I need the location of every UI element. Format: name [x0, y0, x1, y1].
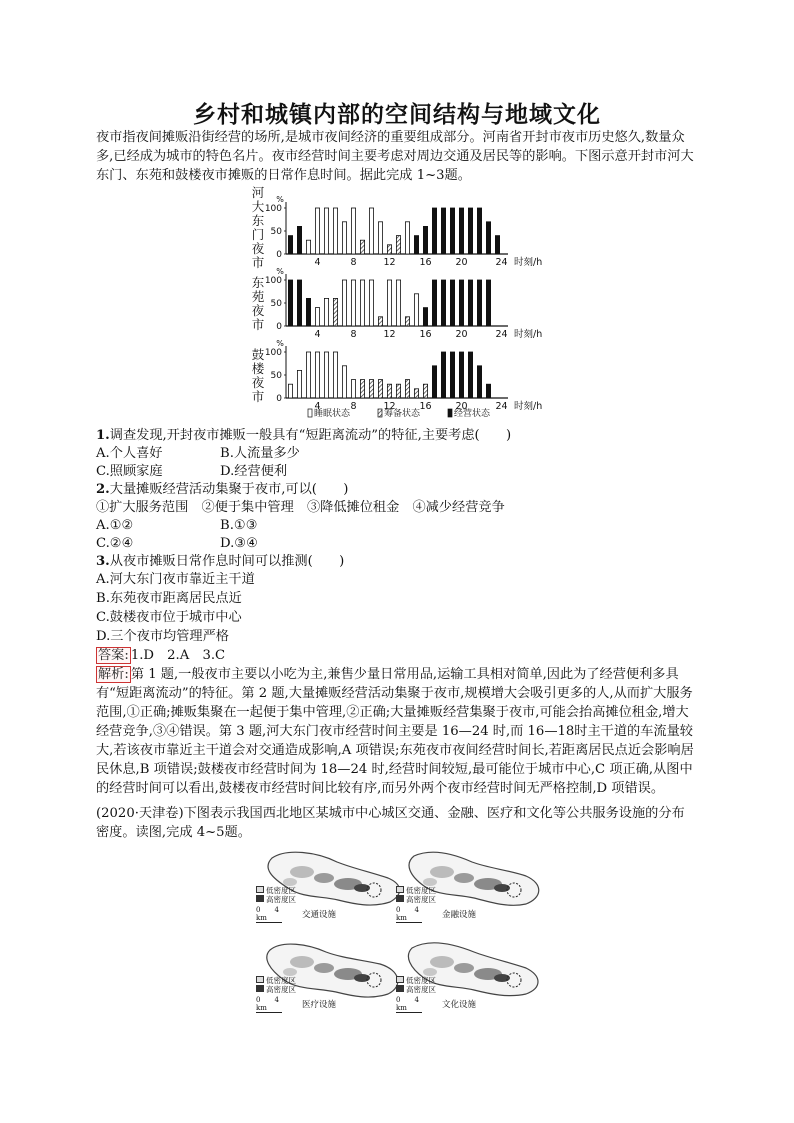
chart-bar [324, 208, 328, 254]
panel-label-hedadongmen: 河 大 东 门 夜 市 [251, 185, 265, 270]
x-tick-label: 12 [383, 329, 396, 340]
scale-bar: 0 4 km [396, 996, 422, 1013]
x-tick-label: 20 [455, 401, 468, 412]
chart-bar [486, 384, 490, 398]
chart-bar [306, 240, 310, 254]
y-unit-label: % [276, 267, 284, 276]
legend-low: 低密度区 [396, 976, 436, 985]
chart-bar [468, 208, 472, 254]
option-d: D.三个夜市均管理严格 [96, 629, 229, 644]
map-caption: 交通设施 [302, 910, 337, 920]
night-market-chart [262, 190, 562, 426]
x-tick-label: 20 [455, 329, 468, 340]
question-number: 3. [96, 554, 110, 569]
y-unit-label: % [276, 195, 284, 204]
chart-bar [369, 380, 373, 398]
option-c: C.②④ [96, 536, 134, 551]
chart-bar [432, 208, 436, 254]
answer-text: 1.D 2.A 3.C [130, 648, 226, 663]
page-title: 乡村和城镇内部的空间结构与地域文化 [193, 102, 601, 128]
question-stem: 调查发现,开封夜市摊贩一般具有“短距离流动”的特征,主要考虑( ) [109, 428, 512, 443]
chart-bar [414, 389, 418, 398]
legend-low: 低密度区 [256, 886, 296, 895]
chart-bar [396, 236, 400, 254]
legend-low: 低密度区 [396, 886, 436, 895]
chart-bar [387, 280, 391, 326]
chart-bar [351, 280, 355, 326]
x-tick-label: 16 [419, 401, 432, 412]
chart-bar [387, 384, 391, 398]
map-legend [396, 886, 436, 923]
chart-bar [333, 298, 337, 326]
chart-bar [432, 280, 436, 326]
chart-bar [333, 208, 337, 254]
chart-bar [486, 280, 490, 326]
chart-bar [288, 236, 292, 254]
chart-bar [405, 380, 409, 398]
intro-paragraph-2: (2020·天津卷)下图表示我国西北地区某城市中心城区交通、金融、医疗和文化等公共服务设施的分布密度。读图,完成 4~5题。 [96, 806, 685, 840]
option-c: C.照顾家庭 [96, 464, 163, 479]
chart-bar [369, 208, 373, 254]
chart-bar [468, 352, 472, 398]
legend-label: 经营状态 [454, 409, 491, 419]
chart-bar [396, 384, 400, 398]
chart-bar [477, 208, 481, 254]
x-axis-title: 时刻/h [514, 329, 543, 340]
panel-label-gulou: 鼓 楼 夜 市 [251, 347, 265, 404]
legend-high: 高密度区 [256, 985, 296, 994]
chart-bar [306, 298, 310, 326]
chart-bar [342, 366, 346, 398]
x-tick-label: 24 [495, 257, 508, 268]
option-d: D.经营便利 [220, 464, 288, 479]
legend-high: 高密度区 [396, 985, 436, 994]
chart-bar [351, 208, 355, 254]
chart-bar [459, 352, 463, 398]
question-2 [96, 480, 348, 499]
y-tick-label: 100 [264, 204, 282, 214]
y-tick-label: 0 [276, 322, 282, 332]
chart-bar [459, 280, 463, 326]
chart-bar [306, 352, 310, 398]
chart-bar [360, 380, 364, 398]
x-tick-label: 4 [314, 257, 321, 268]
x-tick-label: 24 [495, 401, 508, 412]
chart-bar [477, 280, 481, 326]
legend-label: 睡眠状态 [314, 409, 351, 419]
chart-bar [441, 208, 445, 254]
option-a: A.河大东门夜市靠近主干道 [96, 572, 255, 587]
statement-options: ①扩大服务范围 ②便于集中管理 ③降低摊位租金 ④减少经营竞争 [96, 500, 505, 515]
chart-bar [297, 280, 301, 326]
x-tick-label: 8 [350, 329, 357, 340]
chart-bar [369, 280, 373, 326]
chart-bar [324, 352, 328, 398]
option-a: A.个人喜好 [96, 446, 163, 461]
chart-bar [396, 280, 400, 326]
x-tick-label: 8 [350, 401, 357, 412]
chart-bar [360, 280, 364, 326]
chart-bar [315, 308, 319, 326]
x-axis-title: 时刻/h [514, 257, 543, 268]
legend-high: 高密度区 [256, 895, 296, 904]
chart-bar [441, 280, 445, 326]
question-number: 2. [96, 482, 110, 497]
map-caption: 医疗设施 [302, 1000, 337, 1010]
option-d: D.③④ [220, 536, 258, 551]
chart-bar [297, 226, 301, 254]
x-tick-label: 12 [383, 257, 396, 268]
map-caption: 金融设施 [442, 910, 477, 920]
chart-bar [378, 380, 382, 398]
chart-bar [387, 245, 391, 254]
chart-bar [342, 222, 346, 254]
legend-swatch [448, 409, 452, 417]
chart-bar [423, 384, 427, 398]
chart-bar [405, 222, 409, 254]
answer-line [96, 646, 225, 665]
chart-bar [441, 352, 445, 398]
option-b: B.①③ [220, 518, 258, 533]
x-axis-title: 时刻/h [514, 401, 543, 412]
chart-bar [432, 366, 436, 398]
y-tick-label: 0 [276, 394, 282, 404]
chart-bar [297, 370, 301, 398]
chart-bar [468, 280, 472, 326]
scale-bar: 0 4 km [256, 996, 282, 1013]
chart-bar [414, 236, 418, 254]
chart-bar [378, 317, 382, 326]
legend-swatch [378, 409, 382, 417]
legend-swatch [308, 409, 312, 417]
option-b: B.人流量多少 [220, 446, 300, 461]
panel-label-dongyuan: 东 苑 夜 市 [251, 275, 265, 332]
map-legend [256, 886, 296, 923]
map-legend [396, 976, 436, 1013]
scale-bar: 0 4 km [256, 906, 282, 923]
x-tick-label: 16 [419, 257, 432, 268]
chart-bar [450, 280, 454, 326]
y-tick-label: 0 [276, 250, 282, 260]
analysis-text: 第 1 题,一般夜市主要以小吃为主,兼售少量日常用品,运输工具相对简单,因此为了经营便利多具有“短距离流动”的特征。第 2 题,大量摊贩经营活动集聚于夜市,规模增大会吸引更多的人,从而扩大服务范围,①正确;摊贩集聚在一起便于集中管理,②正确;大量摊贩经营集聚于夜市,可能会抬高摊位租金,增大经营竞争,③④错误。第 3 题,河大东门夜市经营时间主要是 16—24 时,而 16—18时主干道的车流量较大,若该夜市靠近主干道会对交通造成影响,A 项错误;东苑夜市夜间经营时间长,若距离居民点近会影响居民休息,B 项错误;鼓楼夜市经营时间为 18—24 时,经营时间较短,最可能位于城市中心,C 项正确,从图中的经营时间可以看出,鼓楼夜市经营时间比较有序,而另外两个夜市经营时间无严格控制,D 项错误。 [96, 667, 694, 796]
y-tick-label: 100 [264, 276, 282, 286]
chart-bar [333, 352, 337, 398]
chart-bar [405, 317, 409, 326]
legend-high: 高密度区 [396, 895, 436, 904]
option-b: B.东苑夜市距离居民点近 [96, 591, 242, 606]
option-c: C.鼓楼夜市位于城市中心 [96, 610, 242, 625]
chart-bar [477, 366, 481, 398]
question-number: 1. [96, 428, 110, 443]
question-stem: 从夜市摊贩日常作息时间可以推测( ) [109, 554, 345, 569]
analysis-label: 解析: [98, 667, 129, 682]
y-tick-label: 50 [270, 227, 282, 237]
y-tick-label: 100 [264, 348, 282, 358]
map-legend [256, 976, 296, 1013]
chart-bar [315, 208, 319, 254]
analysis-paragraph [96, 665, 696, 798]
chart-bar [378, 222, 382, 254]
map-caption: 文化设施 [442, 1000, 477, 1010]
chart-bar [423, 308, 427, 326]
chart-bar [495, 236, 499, 254]
x-tick-label: 20 [455, 257, 468, 268]
y-tick-label: 50 [270, 371, 282, 381]
scale-bar: 0 4 km [396, 906, 422, 923]
legend-low: 低密度区 [256, 976, 296, 985]
chart-bar [351, 380, 355, 398]
x-tick-label: 12 [383, 401, 396, 412]
question-3 [96, 552, 344, 571]
chart-bar [423, 226, 427, 254]
chart-bar [315, 352, 319, 398]
question-stem: 大量摊贩经营活动集聚于夜市,可以( ) [109, 482, 349, 497]
x-tick-label: 8 [350, 257, 357, 268]
chart-bar [450, 208, 454, 254]
chart-bar [486, 222, 490, 254]
chart-bar [360, 240, 364, 254]
y-tick-label: 50 [270, 299, 282, 309]
x-tick-label: 24 [495, 329, 508, 340]
x-tick-label: 16 [419, 329, 432, 340]
answer-label: 答案: [98, 648, 129, 663]
y-unit-label: % [276, 339, 284, 348]
question-1 [96, 426, 511, 445]
option-a: A.①② [96, 518, 134, 533]
chart-bar [342, 280, 346, 326]
legend-label: 筹备状态 [384, 409, 421, 419]
chart-bar [459, 208, 463, 254]
x-tick-label: 4 [314, 329, 321, 340]
chart-bar [288, 384, 292, 398]
chart-bar [414, 294, 418, 326]
chart-bar [450, 352, 454, 398]
x-tick-label: 4 [314, 401, 321, 412]
intro-paragraph: 夜市指夜间摊贩沿街经营的场所,是城市夜间经济的重要组成部分。河南省开封市夜市历史悠久,数量众多,已经成为城市的特色名片。夜市经营时间主要考虑对周边交通及居民等的影响。下图示意开封市河大东门、东苑和鼓楼夜市摊贩的日常作息时间。据此完成 1~3题。 [96, 130, 694, 183]
chart-bar [324, 298, 328, 326]
chart-bar [288, 280, 292, 326]
